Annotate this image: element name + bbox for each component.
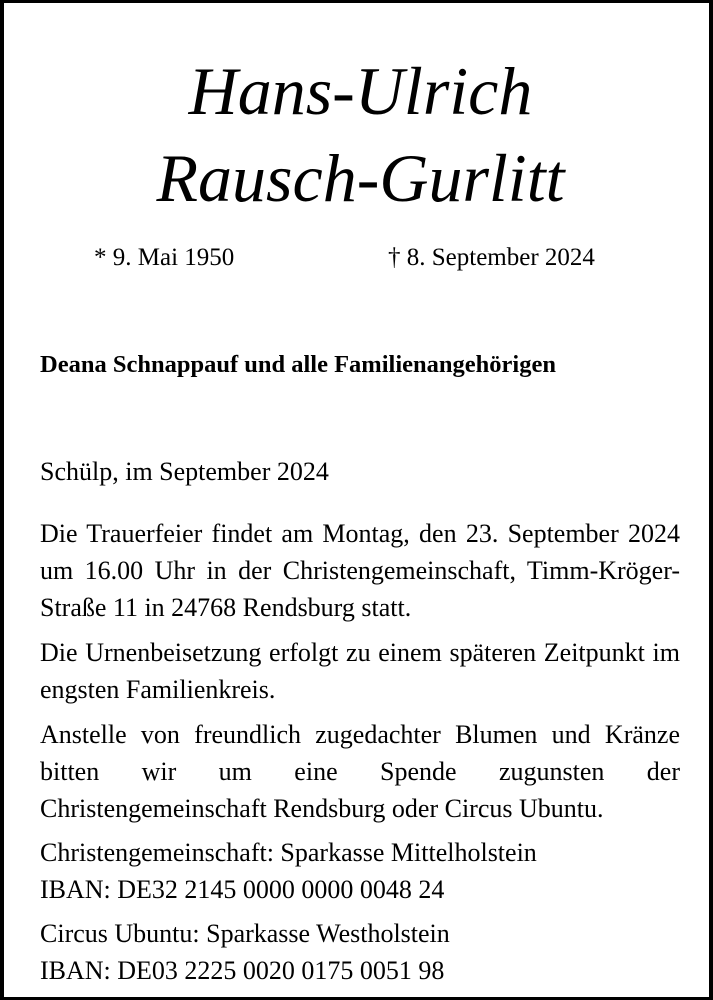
bank-details-circus-ubuntu xyxy=(40,915,680,989)
birth-date: * 9. Mai 1950 xyxy=(94,244,235,271)
iban: IBAN: DE03 2225 0020 0175 0051 98 xyxy=(40,956,445,985)
bank-name: Circus Ubuntu: Sparkasse Westholstein xyxy=(40,919,450,948)
deceased-surname: Rausch-Gurlitt xyxy=(156,140,565,216)
urn-burial-paragraph: Die Urnenbeisetzung erfolgt zu einem späteren Zeitpunkt im engsten Familienkreis. xyxy=(40,638,680,704)
mourners-line: Deana Schnappauf und alle Familienangehörigen xyxy=(40,351,556,378)
donation-paragraph: Anstelle von freundlich zugedachter Blumen und Kränze bitten wir um eine Spende zugunsten der Christengemeinschaft Rendsburg oder Circus Ubuntu. xyxy=(40,720,680,823)
bank-name: Christengemeinschaft: Sparkasse Mittelholstein xyxy=(40,838,537,867)
bank-details-christengemeinschaft xyxy=(40,834,680,908)
death-date: † 8. September 2024 xyxy=(388,244,595,271)
place-and-date: Schülp, im September 2024 xyxy=(40,457,329,486)
funeral-service-paragraph: Die Trauerfeier findet am Montag, den 23. September 2024 um 16.00 Uhr in der Christengemeinschaft, Timm-Kröger-Straße 11 in 24768 Rendsburg statt. xyxy=(40,519,680,622)
deceased-first-name: Hans-Ulrich xyxy=(188,53,533,129)
iban: IBAN: DE32 2145 0000 0000 0048 24 xyxy=(40,875,445,904)
